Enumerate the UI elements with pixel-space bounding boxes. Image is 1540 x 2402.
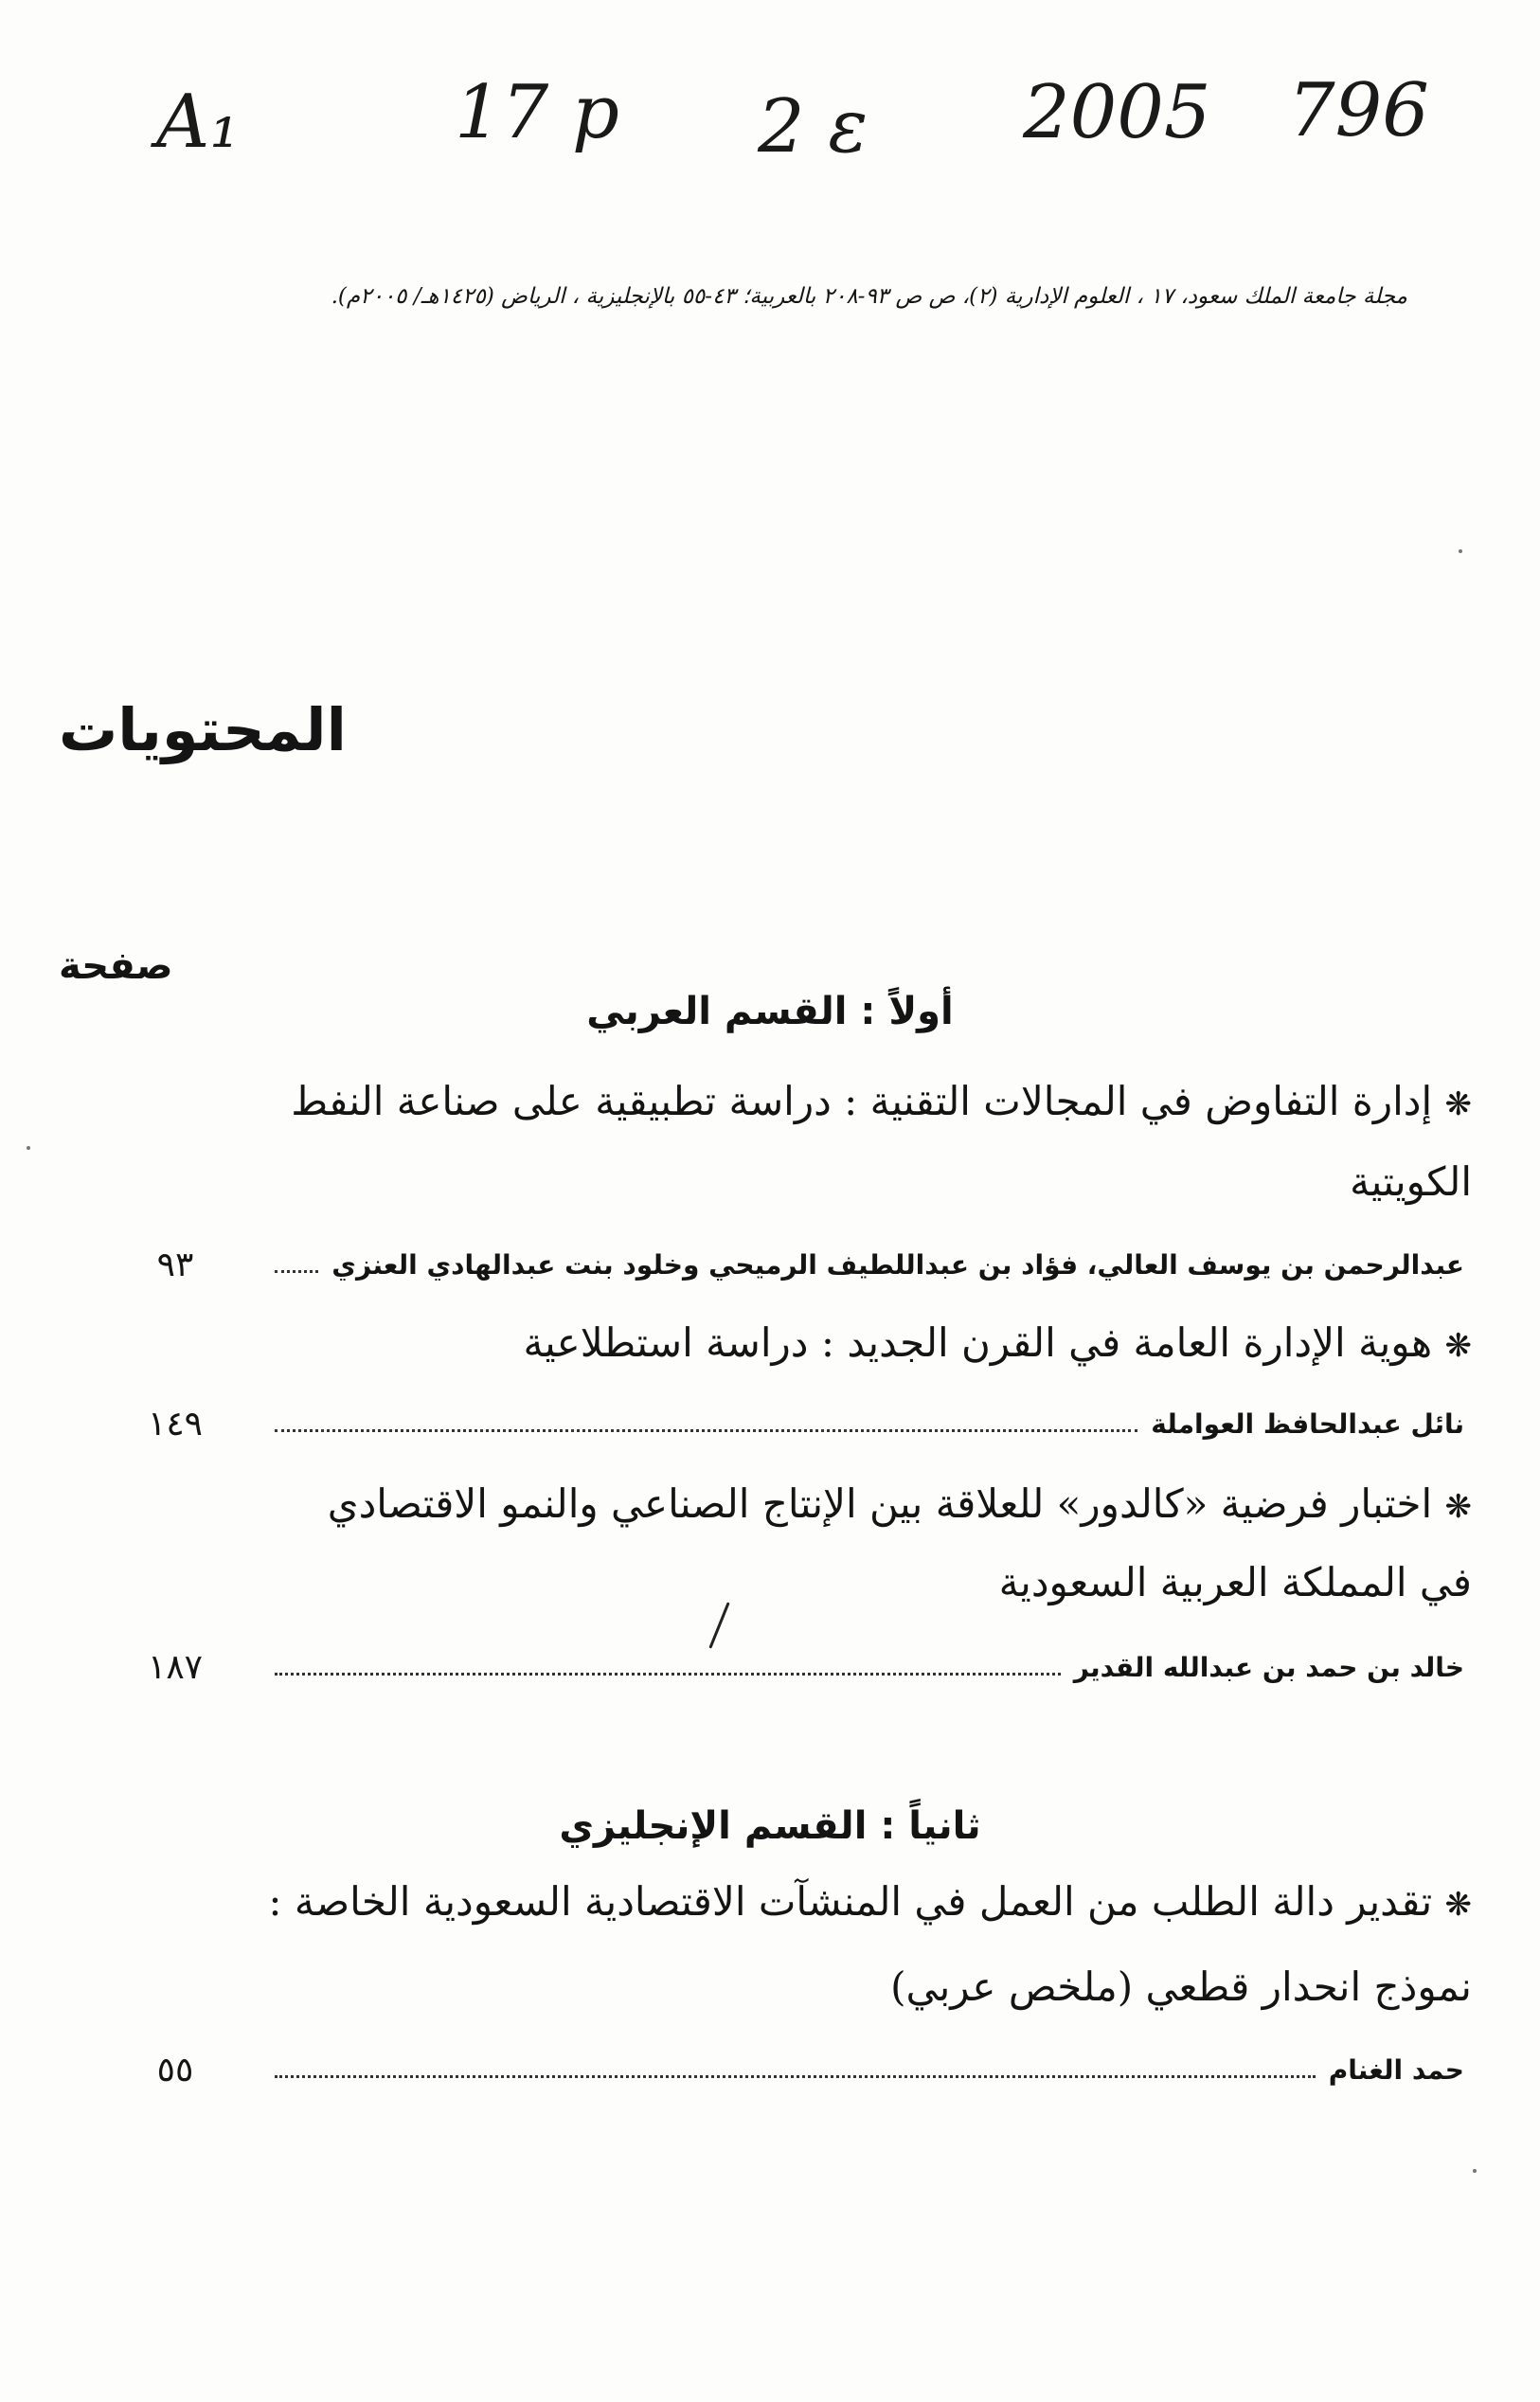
entry-1-leader-dots xyxy=(275,1270,318,1273)
entry-4-title-text-1: تقدير دالة الطلب من العمل في المنشآت الاقتصادية السعودية الخاصة : xyxy=(268,1878,1433,1925)
handwritten-year: 2005 xyxy=(1023,70,1211,155)
handwritten-number: 796 xyxy=(1288,68,1429,153)
bullet-star-icon: ❋ xyxy=(1444,1488,1472,1526)
arabic-section-heading: أولاً : القسم العربي xyxy=(586,990,954,1033)
entry-3-title-text-1: اختبار فرضية «كالدور» للعلاقة بين الإنتاج الصناعي والنمو الاقتصادي xyxy=(327,1480,1433,1527)
entry-2-author-row xyxy=(104,1400,1464,1447)
entry-2-page-number: ١٤٩ xyxy=(147,1404,203,1443)
stray-pen-mark xyxy=(708,1602,729,1648)
page-column-label: صفحة xyxy=(59,944,173,988)
handwritten-code-a1: A₁ xyxy=(156,80,240,165)
bullet-star-icon: ❋ xyxy=(1444,1886,1472,1924)
entry-4-author-row xyxy=(104,2046,1464,2093)
entry-3-title-line-1 xyxy=(146,1482,1472,1526)
journal-citation: مجلة جامعة الملك سعود، ١٧ ، العلوم الإدارية (٢)، ص ص ٩٣-٢٠٨ بالعربية؛ ٤٣-٥٥ بالإنجليزية ، الرياض (١٤٢٥هـ/ ٢٠٠٥م). xyxy=(331,284,1407,309)
handwritten-code-17p: 17 p xyxy=(455,70,619,155)
entry-1-author-row xyxy=(104,1241,1464,1288)
scan-speck xyxy=(1459,549,1462,553)
entry-1-title-text-1: إدارة التفاوض في المجالات التقنية : دراسة تطبيقية على صناعة النفط xyxy=(291,1078,1433,1124)
english-section-heading: ثانياً : القسم الإنجليزي xyxy=(559,1804,981,1848)
entry-4-leader-dots xyxy=(275,2075,1316,2078)
bullet-star-icon: ❋ xyxy=(1444,1085,1472,1123)
entry-3-leader-dots xyxy=(275,1673,1061,1676)
entry-4-authors: حمد الغنام xyxy=(1328,2053,1464,2086)
entry-2-title-text-1: هوية الإدارة العامة في القرن الجديد : دراسة استطلاعية xyxy=(523,1319,1433,1366)
entry-1-authors: عبدالرحمن بن يوسف العالي، فؤاد بن عبداللطيف الرميحي وخلود بنت عبدالهادي العنزي xyxy=(331,1248,1464,1281)
handwritten-code-2e: 2 ε xyxy=(758,84,868,170)
entry-3-page-number: ١٨٧ xyxy=(147,1647,203,1687)
scan-speck xyxy=(1473,2169,1477,2173)
entry-1-title-line-2: الكويتية xyxy=(1350,1158,1472,1205)
entry-2-authors: نائل عبدالحافظ العواملة xyxy=(1151,1407,1464,1440)
scan-speck xyxy=(27,1146,30,1150)
toc-title: المحتويات xyxy=(59,695,347,764)
entry-4-title-line-1 xyxy=(146,1880,1472,1924)
entry-1-page-number: ٩٣ xyxy=(156,1245,194,1284)
entry-3-authors: خالد بن حمد بن عبدالله القدير xyxy=(1073,1651,1464,1683)
entry-3-title-line-2: في المملكة العربية السعودية xyxy=(998,1559,1472,1605)
entry-3-author-row xyxy=(104,1643,1464,1691)
entry-2-title-line-1 xyxy=(146,1321,1472,1365)
entry-2-leader-dots xyxy=(275,1429,1137,1432)
bullet-star-icon: ❋ xyxy=(1444,1327,1472,1365)
entry-4-title-line-2: نموذج انحدار قطعي (ملخص عربي) xyxy=(890,1963,1472,2010)
entry-4-page-number: ٥٥ xyxy=(156,2050,194,2089)
entry-1-title-line-1 xyxy=(146,1080,1472,1123)
